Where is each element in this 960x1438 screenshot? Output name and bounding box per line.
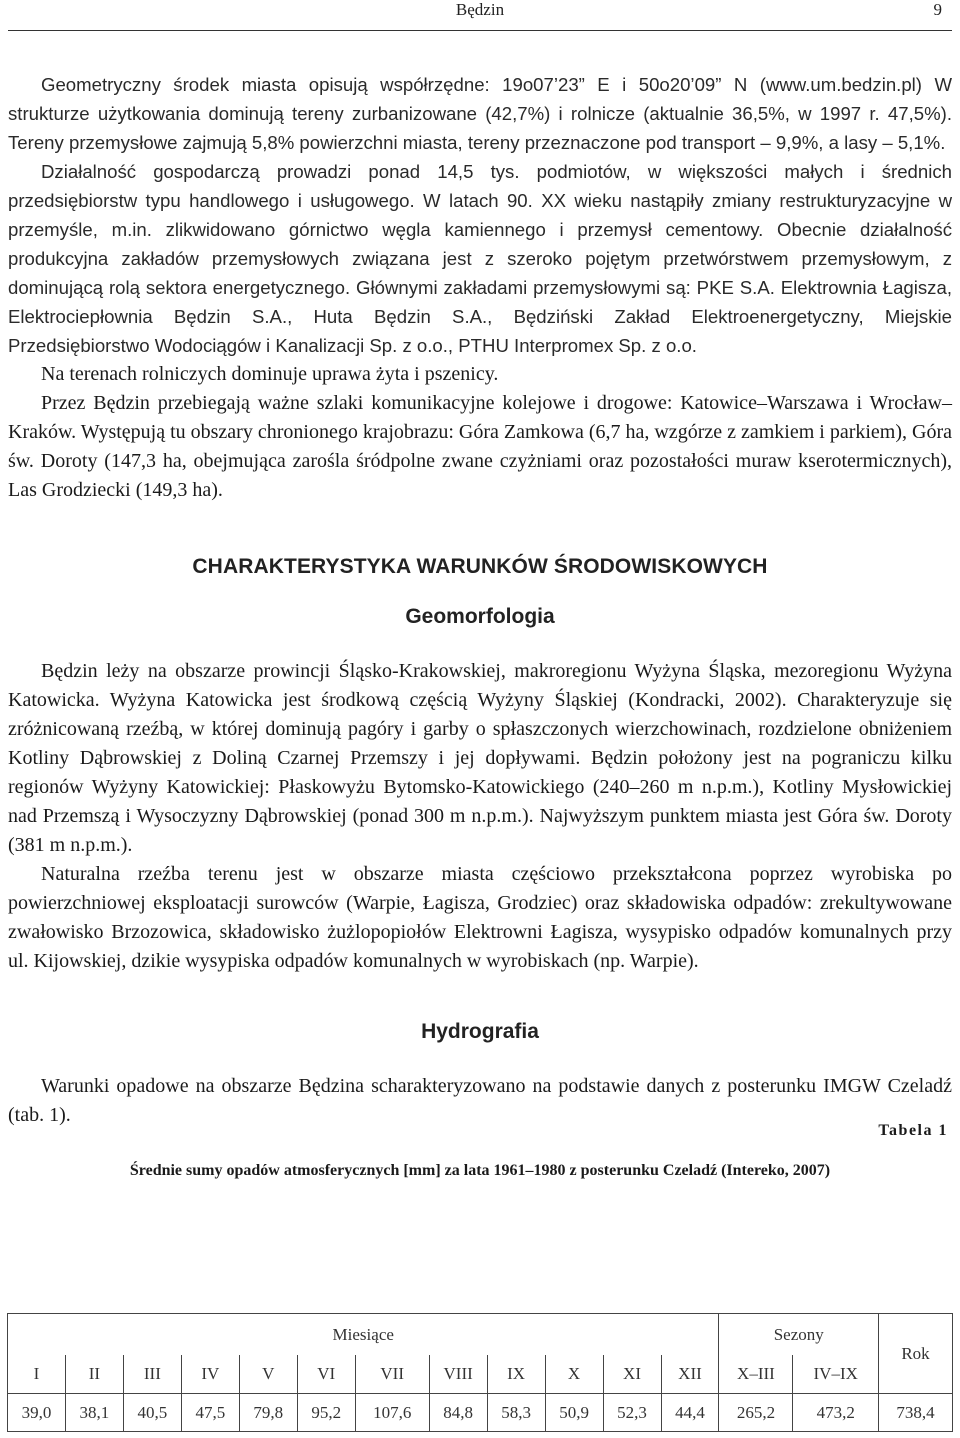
running-header xyxy=(8,0,952,31)
header-seasons: Sezony xyxy=(719,1314,879,1356)
table-cell: 265,2 xyxy=(719,1394,793,1432)
table-label: Tabela 1 xyxy=(878,1122,948,1139)
table-cell: 58,3 xyxy=(487,1394,545,1432)
col-month: VI xyxy=(297,1355,355,1394)
col-month: VII xyxy=(355,1355,429,1394)
page-body xyxy=(8,70,952,1180)
table-row xyxy=(8,1394,953,1432)
paragraph-geo-1: Będzin leży na obszarze prowincji Śląsko-Krakowskiej, makroregionu Wyżyna Śląska, mezoregionu Wyżyna Katowicka. Wyżyna Katowicka jest środkową częścią Wyżyny Śląskiej (Kondracki, 2002). Charakteryzuje się zróżnicowaną rzeźbą, w której dominują pagóry i garby o spłaszczonych wierzchowinach, rozdzielone obniżeniem Kotliny Dąbrowskiej z Doliną Czarnej Przemszy i jej dopływami. Będzin położony jest na pograniczu kilku regionów Wyżyny Katowickiej: Płaskowyżu Bytomsko-Katowickiego (240–260 m n.p.m.), Kotliny Mysłowickiej nad Przemszą i Wysoczyzny Dąbrowskiej (ponad 300 m n.p.m.). Najwyższym punktem miasta jest Góra św. Doroty (381 m n.p.m.). xyxy=(8,660,952,856)
table-cell: 47,5 xyxy=(181,1394,239,1432)
table-cell: 79,8 xyxy=(239,1394,297,1432)
precipitation-table xyxy=(7,1313,953,1432)
table-cell: 107,6 xyxy=(355,1394,429,1432)
paragraph-hydro: Warunki opadowe na obszarze Będzina scharakteryzowano na podstawie danych z posterunku IMGW Czeladź (tab. 1). xyxy=(8,1075,952,1126)
table-cell: 50,9 xyxy=(545,1394,603,1432)
col-month: IV xyxy=(181,1355,239,1394)
table-cell: 40,5 xyxy=(123,1394,181,1432)
section-title: CHARAKTERYSTYKA WARUNKÓW ŚRODOWISKOWYCH xyxy=(192,555,768,578)
paragraph-geo-2: Naturalna rzeźba terenu jest w obszarze miasta częściowo przekształcona poprzez wyrobiska po powierzchniowej eksploatacji surowców (Warpie, Łagisza, Grodziec) oraz składowiska odpadów: zrekultywowane zwałowisko Brzozowica, składowisko żużlopopiołów Elektrowni Łagisza, wysypisko odpadów komunalnych przy ul. Kijowskiej, dzikie wysypiska odpadów komunalnych w wyrobiskach (np. Warpie). xyxy=(8,863,952,972)
header-months: Miesiące xyxy=(8,1314,719,1356)
table-cell: 38,1 xyxy=(65,1394,123,1432)
paragraph-coordinates: Geometryczny środek miasta opisują współrzędne: 19o07’23” E i 50o20’09” N (www.um.bedzin.pl) W strukturze użytkowania dominują tereny zurbanizowane (42,7%) i rolnicze (aktualnie 36,5%, w 1997 r. 47,5%). Tereny przemysłowe zajmują 5,8% powierzchni miasta, tereny przeznaczone pod transport – 9,9%, a lasy – 5,1%. xyxy=(8,74,952,153)
table-cell: 52,3 xyxy=(603,1394,661,1432)
paragraph-agriculture: Na terenach rolniczych dominuje uprawa żyta i pszenicy. xyxy=(41,363,499,385)
table-cell: 44,4 xyxy=(661,1394,719,1432)
col-month: VIII xyxy=(429,1355,487,1394)
col-month: XI xyxy=(603,1355,661,1394)
heading-hydrografia: Hydrografia xyxy=(421,1020,539,1043)
table-header-row-columns xyxy=(8,1355,953,1394)
table-cell: 738,4 xyxy=(878,1394,952,1432)
page-number: 9 xyxy=(933,0,942,19)
col-month: V xyxy=(239,1355,297,1394)
col-month: XII xyxy=(661,1355,719,1394)
col-month: III xyxy=(123,1355,181,1394)
col-month: X xyxy=(545,1355,603,1394)
col-month: I xyxy=(8,1355,66,1394)
heading-geomorfologia: Geomorfologia xyxy=(405,605,555,628)
table-cell: 39,0 xyxy=(8,1394,66,1432)
paragraph-transport: Przez Będzin przebiegają ważne szlaki komunikacyjne kolejowe i drogowe: Katowice–Warszawa i Wrocław–Kraków. Występują tu obszary chronionego krajobrazu: Góra Zamkowa (6,7 ha, wzgórze z zamkiem i parkiem), Góra św. Doroty (147,3 ha, obejmująca zarośla śródpolne zwane czyżniami oraz pozostałości muraw kserotermicznych), Las Grodziecki (149,3 ha). xyxy=(8,392,953,501)
table-cell: 95,2 xyxy=(297,1394,355,1432)
table-caption: Średnie sumy opadów atmosferycznych [mm] za lata 1961–1980 z posterunku Czeladź (Intereko, 2007) xyxy=(129,1162,831,1179)
paragraph-economy: Działalność gospodarczą prowadzi ponad 14,5 tys. podmiotów, w większości małych i średnich przedsiębiorstw typu handlowego i usługowego. W latach 90. XX wieku nastąpiły zmiany restrukturyzacyjne w przemyśle, m.in. zlikwidowano górnictwo węgla kamiennego i przemysł cementowy. Obecnie działalność produkcyjna zakładów przemysłowych związana jest z szeroko pojętym przetwórstwem przemysłowym, z dominującą rolą sektora energetycznego. Głównymi zakładami przemysłowymi są: PKE S.A. Elektrownia Łagisza, Elektrociepłownia Będzin S.A., Huta Będzin S.A., Będziński Zakład Elektroenergetyczny, Miejskie Przedsiębiorstwo Wodociągów i Kanalizacji Sp. z o.o., PTHU Interpromex Sp. z o.o. xyxy=(8,161,952,356)
table-cell: 84,8 xyxy=(429,1394,487,1432)
col-season: IV–IX xyxy=(793,1355,879,1394)
table-header-row-groups xyxy=(8,1314,953,1356)
col-month: IX xyxy=(487,1355,545,1394)
running-title: Będzin xyxy=(455,0,505,19)
col-season: X–III xyxy=(719,1355,793,1394)
header-year: Rok xyxy=(878,1314,952,1394)
table-cell: 473,2 xyxy=(793,1394,879,1432)
col-month: II xyxy=(65,1355,123,1394)
